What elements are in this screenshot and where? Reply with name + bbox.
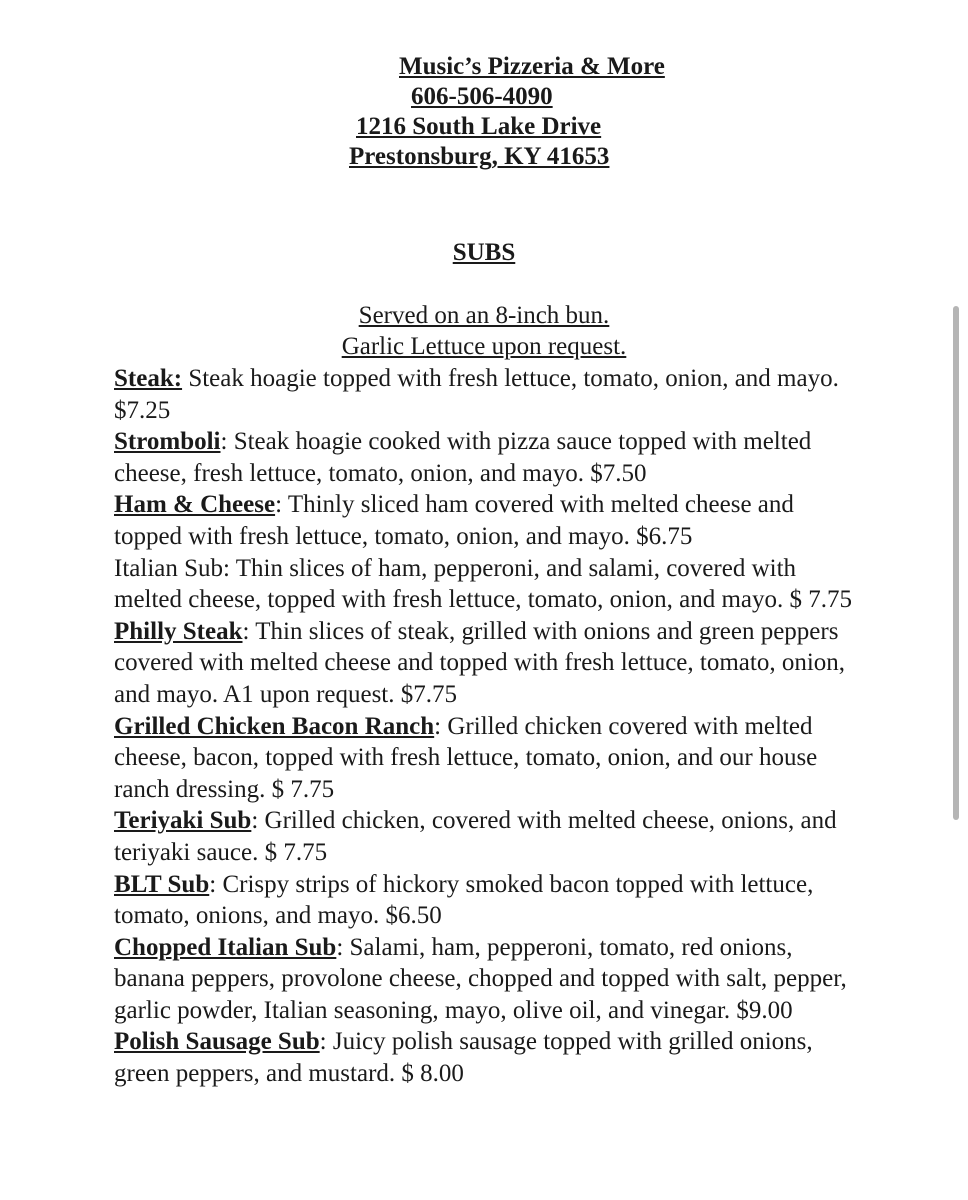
menu-item-name: Steak: [114, 365, 183, 392]
menu-item-steak [114, 363, 864, 426]
city-state-zip: Prestonsburg, KY 41653 [349, 143, 610, 170]
menu-item-teriyaki-sub: Teriyaki Sub: Grilled chicken, covered with melted cheese, onions, and teriyaki sauce. $ 7.75 [114, 807, 837, 866]
menu-item-polish-sausage-sub: Polish Sausage Sub: Juicy polish sausage topped with grilled onions, green peppers, and mustard. $ 8.00 [114, 1028, 813, 1088]
menu-item-description: Crispy strips of hickory smoked bacon topped with lettuce, tomato, onions, and mayo. $6.50 [114, 870, 814, 930]
menu-item-name: Italian Sub [114, 554, 224, 582]
menu-item-description: Thin slices of steak, grilled with onions and green peppers covered with melted cheese and topped with fresh lettuce, tomato, onion, and mayo. A1 upon request. $7.75 [114, 617, 846, 708]
menu-item-name: Polish Sausage Sub [114, 1028, 320, 1056]
menu-item-list [114, 363, 864, 1090]
section-note: Garlic Lettuce upon request. [341, 333, 627, 360]
street-address: 1216 South Lake Drive [356, 113, 602, 140]
phone-number: 606-506-4090 [411, 83, 553, 110]
menu-item-description: Steak hoagie cooked with pizza sauce topped with melted cheese, fresh lettuce, tomato, onion, and mayo. $7.50 [114, 428, 812, 487]
menu-item-philly-steak: Philly Steak: Thin slices of steak, grilled with onions and green peppers covered with melted cheese and topped with fresh lettuce, tomato, onion, and mayo. A1 upon request. $7.75 [114, 617, 846, 708]
menu-item-name: Stromboli [114, 428, 221, 456]
menu-item-name: Chopped Italian Sub [114, 933, 337, 961]
vertical-scrollbar[interactable] [953, 306, 959, 820]
menu-item-grilled-chicken-bacon-ranch: Grilled Chicken Bacon Ranch: Grilled chicken covered with melted cheese, bacon, topped with fresh lettuce, tomato, onion, and our house ranch dressing. $ 7.75 [114, 712, 818, 803]
menu-item-ham-cheese: Ham & Cheese: Thinly sliced ham covered with melted cheese and topped with fresh lettuce, tomato, onion, and mayo. $6.75 [114, 491, 794, 550]
menu-item-description: Grilled chicken, covered with melted cheese, onions, and teriyaki sauce. $ 7.75 [114, 807, 837, 866]
menu-item-description: Thinly sliced ham covered with melted cheese and topped with fresh lettuce, tomato, onion, and mayo. $6.75 [114, 491, 794, 550]
menu-item-name: Grilled Chicken Bacon Ranch [114, 712, 435, 740]
section-title-text: SUBS [452, 239, 516, 266]
business-name: Music’s Pizzeria & More [399, 53, 665, 80]
section-title [0, 238, 968, 268]
section-notes [0, 300, 968, 362]
menu-item-stromboli: Stromboli: Steak hoagie cooked with pizza sauce topped with melted cheese, fresh lettuce, tomato, onion, and mayo. $7.50 [114, 428, 812, 487]
menu-item-name: Philly Steak [114, 617, 243, 645]
menu-item-description: Salami, ham, pepperoni, tomato, red onions, banana peppers, provolone cheese, chopped and topped with salt, pepper, garlic powder, Italian seasoning, mayo, olive oil, and vinegar. $9.00 [114, 933, 847, 1024]
menu-item-description: Thin slices of ham, pepperoni, and salami, covered with melted cheese, topped with fresh lettuce, tomato, onion, and mayo. $ 7.75 [114, 554, 853, 614]
menu-item-description: Juicy polish sausage topped with grilled onions, green peppers, and mustard. $ 8.00 [114, 1028, 813, 1088]
menu-item-name: Ham & Cheese [114, 491, 276, 519]
section-note: Served on an 8-inch bun. [358, 302, 610, 329]
menu-item-blt-sub: BLT Sub: Crispy strips of hickory smoked bacon topped with lettuce, tomato, onions, and mayo. $6.50 [114, 870, 814, 930]
menu-item-description: Grilled chicken covered with melted cheese, bacon, topped with fresh lettuce, tomato, onion, and our house ranch dressing. $ 7.75 [114, 712, 818, 803]
menu-item-description: Steak hoagie topped with fresh lettuce, tomato, onion, and mayo. $7.25 [114, 365, 839, 424]
menu-item-name: Teriyaki Sub [114, 807, 252, 835]
menu-item-chopped-italian-sub: Chopped Italian Sub: Salami, ham, pepperoni, tomato, red onions, banana peppers, provolone cheese, chopped and topped with salt, pepper, garlic powder, Italian seasoning, mayo, olive oil, and vinegar. $9.00 [114, 933, 847, 1024]
menu-item-italian-sub: Italian Sub: Thin slices of ham, pepperoni, and salami, covered with melted cheese, topped with fresh lettuce, tomato, onion, and mayo. $ 7.75 [114, 554, 853, 614]
menu-item-name: BLT Sub [114, 870, 210, 898]
